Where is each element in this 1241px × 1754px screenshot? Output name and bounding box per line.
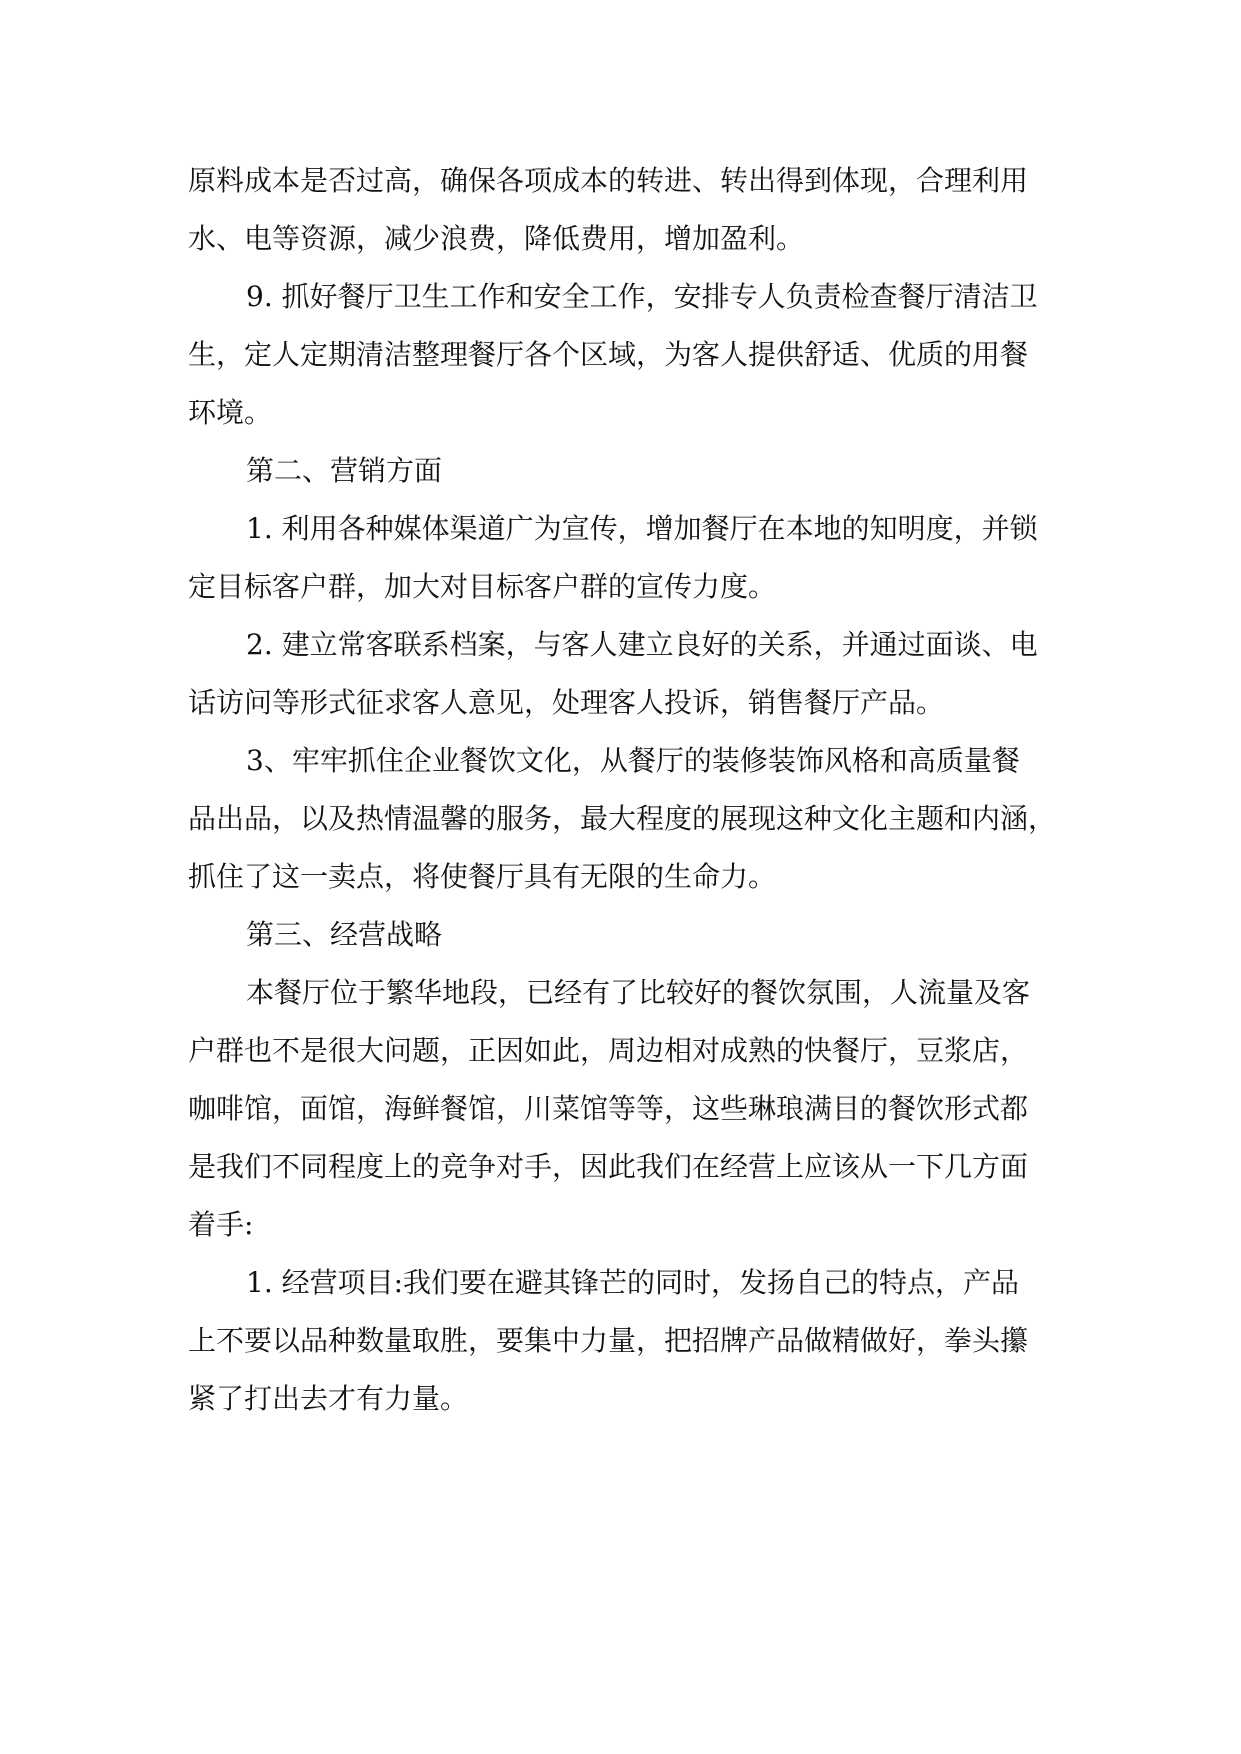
text-line: 3、牢牢抓住企业餐饮文化，从餐厅的装修装饰风格和高质量餐	[246, 744, 1020, 777]
text-line: 紧了打出去才有力量。	[188, 1382, 469, 1415]
section-heading-strategy	[188, 906, 1056, 964]
text-line: 水、电等资源，减少浪费，降低费用，增加盈利。	[188, 222, 805, 255]
paragraph-strategy-intro	[188, 964, 1056, 1254]
text-line: 1. 经营项目:我们要在避其锋芒的同时，发扬自己的特点，产品	[246, 1266, 1020, 1299]
section-heading-marketing	[188, 442, 1056, 500]
text-line: 环境。	[188, 396, 273, 429]
text-line: 话访问等形式征求客人意见，处理客人投诉，销售餐厅产品。	[188, 686, 945, 719]
text-line: 2. 建立常客联系档案，与客人建立良好的关系，并通过面谈、电	[246, 628, 1038, 661]
text-line: 1. 利用各种媒体渠道广为宣传，增加餐厅在本地的知明度，并锁	[246, 512, 1038, 545]
text-line: 9. 抓好餐厅卫生工作和安全工作，安排专人负责检查餐厅清洁卫	[246, 280, 1038, 313]
document-body	[188, 152, 1056, 1428]
text-line: 户群也不是很大问题，正因如此，周边相对成熟的快餐厅，豆浆店，	[188, 1034, 1029, 1067]
text-line: 定目标客户群，加大对目标客户群的宣传力度。	[188, 570, 777, 603]
text-line: 本餐厅位于繁华地段，已经有了比较好的餐饮氛围，人流量及客	[246, 976, 1031, 1009]
paragraph-cost-control-continuation	[188, 152, 1056, 268]
paragraph-strategy-item-1	[188, 1254, 1056, 1428]
paragraph-marketing-item-3	[188, 732, 1056, 906]
heading-text: 第二、营销方面	[246, 454, 443, 487]
text-line: 抓住了这一卖点，将使餐厅具有无限的生命力。	[188, 860, 777, 893]
text-line: 是我们不同程度上的竞争对手，因此我们在经营上应该从一下几方面	[188, 1150, 1029, 1183]
text-line: 原料成本是否过高，确保各项成本的转进、转出得到体现，合理利用	[188, 164, 1029, 197]
paragraph-item-9-hygiene	[188, 268, 1056, 442]
text-line: 着手:	[188, 1208, 254, 1241]
text-line: 品出品，以及热情温馨的服务，最大程度的展现这种文化主题和内涵，	[188, 802, 1057, 835]
text-line: 上不要以品种数量取胜，要集中力量，把招牌产品做精做好，拳头攥	[188, 1324, 1029, 1357]
paragraph-marketing-item-1	[188, 500, 1056, 616]
heading-text: 第三、经营战略	[246, 918, 443, 951]
paragraph-marketing-item-2	[188, 616, 1056, 732]
text-line: 咖啡馆，面馆，海鲜餐馆，川菜馆等等，这些琳琅满目的餐饮形式都	[188, 1092, 1029, 1125]
text-line: 生，定人定期清洁整理餐厅各个区域，为客人提供舒适、优质的用餐	[188, 338, 1029, 371]
